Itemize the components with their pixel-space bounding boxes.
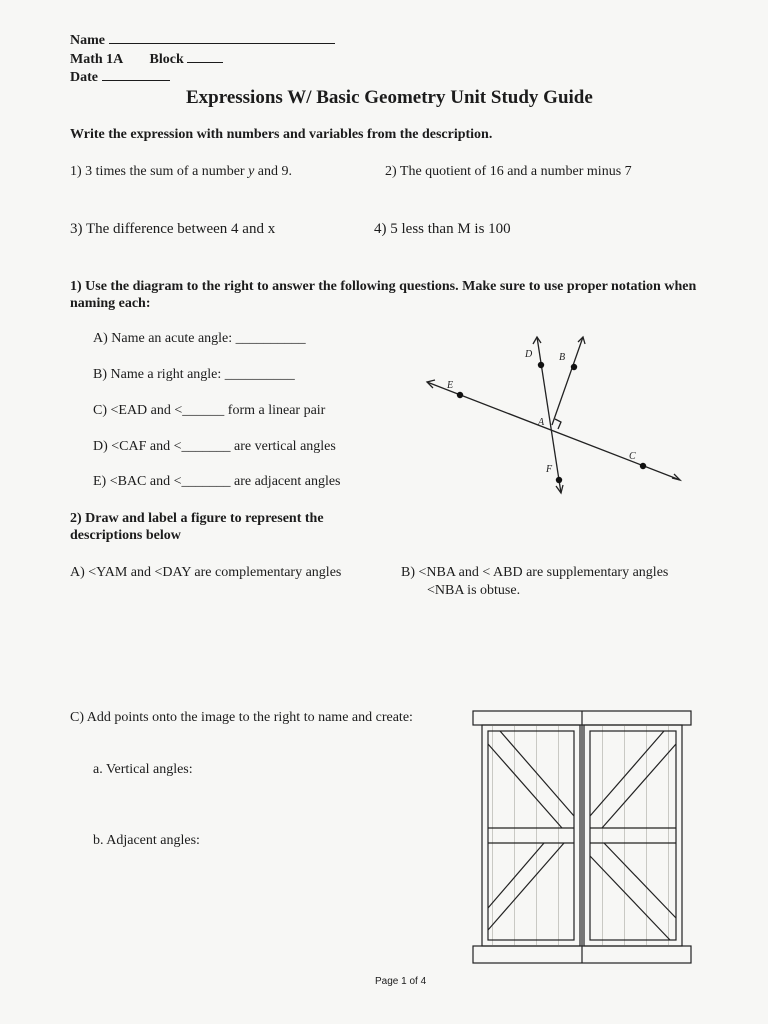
point-d	[538, 362, 544, 368]
question-2d: D) <CAF and <_______ are vertical angles	[93, 439, 336, 454]
section3-instruction: 2) Draw and label a figure to represent the descriptions below	[70, 511, 324, 543]
point-e	[457, 392, 463, 398]
question-3b-line1: B) <NBA and < ABD are supplementary angles	[401, 565, 669, 580]
class-label: Math 1A	[70, 52, 123, 67]
question-3: 3) The difference between 4 and x	[70, 221, 276, 237]
label-d: D	[525, 349, 533, 360]
name-row	[70, 30, 335, 49]
label-b: B	[559, 352, 566, 363]
block-label: Block	[149, 52, 184, 67]
question-4b: b. Adjacent angles:	[93, 833, 200, 848]
page-title: Expressions W/ Basic Geometry Unit Study Guide	[186, 87, 593, 108]
question-2c: C) <EAD and <______ form a linear pair	[93, 403, 326, 418]
question-4: 4) 5 less than M is 100	[374, 221, 511, 237]
date-row	[70, 67, 170, 86]
barn-door-figure[interactable]	[470, 708, 695, 970]
label-c: C	[629, 451, 636, 462]
angle-diagram	[415, 325, 695, 500]
class-row	[70, 49, 223, 68]
question-4a: a. Vertical angles:	[93, 762, 193, 777]
question-1: 1) 3 times the sum of a number y and 9.	[70, 164, 293, 179]
section1-instruction: Write the expression with numbers and variables from the description.	[70, 127, 493, 142]
question-2b: B) Name a right angle: __________	[93, 367, 295, 382]
section2-instruction: 1) Use the diagram to the right to answer the following questions. Make sure to use proper notation when naming each:	[70, 279, 697, 311]
label-a: A	[538, 417, 545, 428]
question-2: 2) The quotient of 16 and a number minus 7	[385, 164, 632, 179]
question-2a: A) Name an acute angle: __________	[93, 331, 306, 346]
name-blank[interactable]	[109, 30, 335, 44]
point-b	[571, 364, 577, 370]
date-blank[interactable]	[102, 67, 170, 81]
block-blank[interactable]	[187, 49, 223, 63]
page-number: Page 1 of 4	[375, 976, 427, 987]
question-3a: A) <YAM and <DAY are complementary angles	[70, 565, 342, 580]
label-e: E	[447, 380, 454, 391]
label-f: F	[546, 464, 553, 475]
date-label: Date	[70, 70, 98, 85]
name-label: Name	[70, 33, 105, 48]
question-2e: E) <BAC and <_______ are adjacent angles	[93, 474, 341, 489]
point-f	[556, 477, 562, 483]
question-3b-line2: <NBA is obtuse.	[427, 583, 521, 598]
point-c	[640, 463, 646, 469]
question-4-prompt: C) Add points onto the image to the right to name and create:	[70, 710, 413, 725]
